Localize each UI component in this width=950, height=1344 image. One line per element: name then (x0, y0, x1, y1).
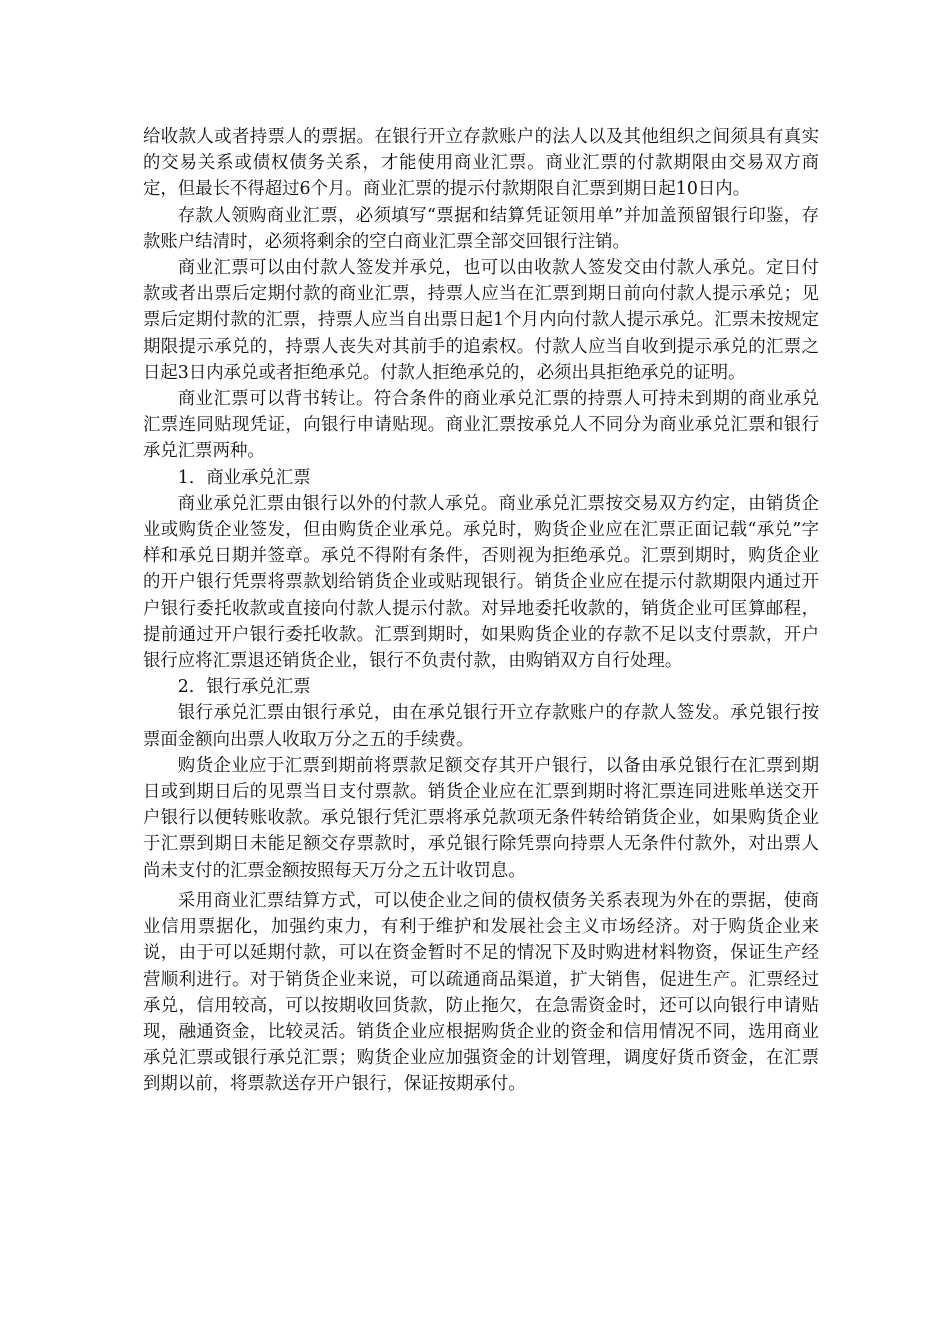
paragraph: 存款人领购商业汇票，必须填写“票据和结算凭证领用单”并加盖预留银行印鉴，存款账户结清时，必须将剩余的空白商业汇票全部交回银行注销。 (143, 205, 819, 252)
paragraph: 购货企业应于汇票到期前将票款足额交存其开户银行，以备由承兑银行在汇票到期日或到期日后的见票当日支付票款。销货企业应在汇票到期时将汇票连同进账单送交开户银行以便转账收款。承兑银行凭汇票将承兑款项无条件转给销货企业，如果购货企业于汇票到期日未能足额交存票款时，承兑银行除凭票向持票人无条件付款外，对出票人尚未支付的汇票金额按照每天万分之五计收罚息。 (143, 755, 819, 881)
document-body (143, 124, 819, 1098)
section-heading: 2．银行承兑汇票 (177, 677, 311, 698)
section-heading: 1．商业承兑汇票 (177, 467, 311, 488)
paragraph: 商业承兑汇票由银行以外的付款人承兑。商业承兑汇票按交易双方约定，由销货企业或购货企业签发，但由购货企业承兑。承兑时，购货企业应在汇票正面记载“承兑”字样和承兑日期并签章。承兑不得附有条件，否则视为拒绝承兑。汇票到期时，购货企业的开户银行凭票将票款划给销货企业或贴现银行。销货企业应在提示付款期限内通过开户银行委托收款或直接向付款人提示付款。对异地委托收款的，销货企业可匡算邮程，提前通过开户银行委托收款。汇票到期时，如果购货企业的存款不足以支付票款，开户银行应将汇票退还销货企业，银行不负责付款，由购销双方自行处理。 (143, 493, 819, 672)
paragraph-continued: 给收款人或者持票人的票据。在银行开立存款账户的法人以及其他组织之间须具有真实的交易关系或债权债务关系，才能使用商业汇票。商业汇票的付款期限由交易双方商定，但最长不得超过6个月。商业汇票的提示付款期限自汇票到期日起10日内。 (143, 127, 819, 200)
paragraph: 银行承兑汇票由银行承兑，由在承兑银行开立存款账户的存款人签发。承兑银行按票面金额向出票人收取万分之五的手续费。 (143, 703, 819, 750)
paragraph: 商业汇票可以背书转让。符合条件的商业承兑汇票的持票人可持未到期的商业承兑汇票连同贴现凭证，向银行申请贴现。商业汇票按承兑人不同分为商业承兑汇票和银行承兑汇票两种。 (143, 389, 819, 462)
paragraph: 商业汇票可以由付款人签发并承兑，也可以由收款人签发交由付款人承兑。定日付款或者出票后定期付款的商业汇票，持票人应当在汇票到期日前向付款人提示承兑；见票后定期付款的汇票，持票人应当自出票日起1个月内向付款人提示承兑。汇票未按规定期限提示承兑的，持票人丧失对其前手的追索权。付款人应当自收到提示承兑的汇票之日起3日内承兑或者拒绝承兑。付款人拒绝承兑的，必须出具拒绝承兑的证明。 (143, 258, 819, 383)
paragraph: 采用商业汇票结算方式，可以使企业之间的债权债务关系表现为外在的票据，使商业信用票据化，加强约束力，有利于维护和发展社会主义市场经济。对于购货企业来说，由于可以延期付款，可以在资金暂时不足的情况下及时购进材料物资，保证生产经营顺利进行。对于销货企业来说，可以疏通商品渠道，扩大销售，促进生产。汇票经过承兑，信用较高，可以按期收回货款，防止拖欠，在急需资金时，还可以向银行申请贴现，融通资金，比较灵活。销货企业应根据购货企业的资金和信用情况不同，选用商业承兑汇票或银行承兑汇票；购货企业应加强资金的计划管理，调度好货币资金，在汇票到期以前，将票款送存开户银行，保证按期承付。 (143, 890, 819, 1095)
